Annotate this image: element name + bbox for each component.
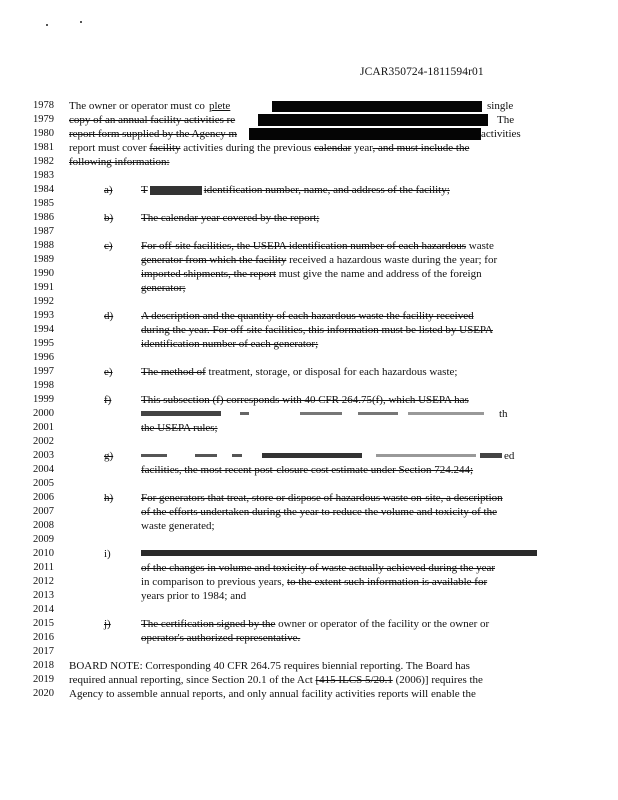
line-text: imported shipments, the report must give the name and address of the foreign <box>141 268 482 280</box>
line-number: 1978 <box>33 100 54 111</box>
line-text: years prior to 1984; and <box>141 590 247 602</box>
line-text: waste generated; <box>141 520 215 532</box>
redaction-block <box>408 412 484 415</box>
line-number: 2009 <box>33 534 54 545</box>
line-number: 1985 <box>33 198 54 209</box>
line-text: the USEPA rules; <box>141 422 218 434</box>
scan-speck <box>80 21 82 23</box>
line-number: 2018 <box>33 660 54 671</box>
line-text: copy of an annual facility activities re <box>69 114 236 126</box>
line-text: in comparison to previous years, to the extent such information is available for <box>141 576 488 588</box>
text-line <box>0 309 618 323</box>
line-number: 2016 <box>33 632 54 643</box>
list-marker: b) <box>104 212 114 224</box>
line-number: 2020 <box>33 688 54 699</box>
redaction-block <box>195 454 217 457</box>
text-line <box>0 421 618 435</box>
text-line <box>0 295 618 309</box>
line-text: The owner or operator must co plete <box>69 100 231 112</box>
line-text: For off-site facilities, the USEPA identification number of each hazardous waste <box>141 240 494 252</box>
line-text: required annual reporting, since Section 20.1 of the Act [415 ILCS 5/20.1 (2006)] requires the <box>69 674 483 686</box>
line-number: 2017 <box>33 646 54 657</box>
line-number: 1995 <box>33 338 54 349</box>
line-number: 2002 <box>33 436 54 447</box>
line-text: operator's authorized representative. <box>141 632 301 644</box>
text-line <box>0 463 618 477</box>
line-text: The method of treatment, storage, or disposal for each hazardous waste; <box>141 366 458 378</box>
line-number: 1989 <box>33 254 54 265</box>
line-number: 1992 <box>33 296 54 307</box>
line-number: 1984 <box>33 184 54 195</box>
line-text: of the changes in volume and toxicity of waste actually achieved during the year <box>141 562 496 574</box>
text-line: 1978 The owner or operator must co plete single <box>0 99 618 113</box>
line-number: 2019 <box>33 674 54 685</box>
text-line <box>0 239 618 253</box>
list-marker: c) <box>104 240 113 252</box>
text-line: 1979 copy of an annual facility activities re The <box>0 113 618 127</box>
list-marker: g) <box>104 450 114 462</box>
text-line <box>0 589 618 603</box>
line-number: 1991 <box>33 282 54 293</box>
line-text: This subsection (f) corresponds with 40 CFR 264.75(f), which USEPA has <box>141 394 469 406</box>
line-text: The calendar year covered by the report; <box>141 212 320 224</box>
line-number: 1981 <box>33 142 54 153</box>
line-number: 1980 <box>33 128 54 139</box>
text-line <box>0 379 618 393</box>
redaction-block <box>232 454 242 457</box>
list-marker: a) <box>104 184 113 196</box>
text-line <box>0 575 618 589</box>
text-line <box>0 617 618 631</box>
line-number: 2015 <box>33 618 54 629</box>
text-line <box>0 281 618 295</box>
line-number: 2005 <box>33 478 54 489</box>
line-number: 1982 <box>33 156 54 167</box>
line-text: report form supplied by the Agency m <box>69 128 238 140</box>
text-line <box>0 337 618 351</box>
redaction-block <box>249 128 481 140</box>
text-line <box>0 659 618 673</box>
line-text: report must cover facility activities during the previous calendar year, and must include the <box>69 142 470 154</box>
line-number: 1999 <box>33 394 54 405</box>
line-number: 1986 <box>33 212 54 223</box>
line-number: 1983 <box>33 170 54 181</box>
text-line <box>0 505 618 519</box>
text-line <box>0 533 618 547</box>
line-number: 2006 <box>33 492 54 503</box>
line-text: identification number of each generator; <box>141 338 319 350</box>
text-line <box>0 477 618 491</box>
redaction-block <box>376 454 476 457</box>
list-marker: h) <box>104 492 114 504</box>
line-number: 2007 <box>33 506 54 517</box>
line-number: 1988 <box>33 240 54 251</box>
text-line <box>0 491 618 505</box>
text-line <box>0 225 618 239</box>
text-line <box>0 393 618 407</box>
text-line <box>0 365 618 379</box>
redaction-block <box>141 411 221 416</box>
text-line <box>0 267 618 281</box>
list-marker: d) <box>104 310 114 322</box>
line-text: The certification signed by the owner or operator of the facility or the owner or <box>141 618 490 630</box>
line-number: 2000 <box>33 408 54 419</box>
line-number: 1996 <box>33 352 54 363</box>
text-line <box>0 561 618 575</box>
line-number: 2001 <box>33 422 54 433</box>
text-line <box>0 519 618 533</box>
text-line <box>0 645 618 659</box>
text-line <box>0 141 618 155</box>
line-text: generator; <box>141 282 186 294</box>
text-line <box>0 183 618 197</box>
line-text: of the efforts undertaken during the year to reduce the volume and toxicity of the <box>141 506 497 518</box>
text-line <box>0 351 618 365</box>
redaction-block <box>141 454 167 457</box>
line-number: 2003 <box>33 450 54 461</box>
text-line: 2000 th <box>0 407 618 421</box>
redaction-block <box>300 412 342 415</box>
redaction-block <box>141 550 537 556</box>
list-marker: i) <box>104 548 111 560</box>
line-text: facilities, the most recent post-closure cost estimate under Section 724.244; <box>141 464 474 476</box>
list-marker: f) <box>104 394 112 406</box>
document-id: JCAR350724-1811594r01 <box>360 66 484 78</box>
line-number: 1993 <box>33 310 54 321</box>
redaction-block <box>480 453 502 458</box>
line-number: 2004 <box>33 464 54 475</box>
line-number: 1987 <box>33 226 54 237</box>
list-marker: j) <box>104 618 111 630</box>
text-line <box>0 197 618 211</box>
line-text: T identification number, name, and address of the facility; <box>141 184 450 196</box>
text-line: 1980 report form supplied by the Agency m activities <box>0 127 618 141</box>
line-number: 1990 <box>33 268 54 279</box>
line-number: 2014 <box>33 604 54 615</box>
text-line <box>0 323 618 337</box>
line-text: generator from which the facility received a hazardous waste during the year; for <box>141 254 498 266</box>
redaction-block <box>262 453 362 458</box>
line-text: BOARD NOTE: Corresponding 40 CFR 264.75 requires biennial reporting. The Board has <box>69 660 470 672</box>
line-number: 2010 <box>33 548 54 559</box>
text-line <box>0 547 618 561</box>
text-line <box>0 631 618 645</box>
line-text: during the year. For off-site facilities, this information must be listed by USEPA <box>141 324 493 336</box>
text-line <box>0 169 618 183</box>
text-line <box>0 211 618 225</box>
text-line <box>0 435 618 449</box>
line-number: 2008 <box>33 520 54 531</box>
text-line <box>0 673 618 687</box>
redaction-block <box>240 412 249 415</box>
line-number: 2012 <box>33 576 54 587</box>
text-line <box>0 687 618 701</box>
line-number: 1994 <box>33 324 54 335</box>
scan-speck <box>46 24 48 26</box>
line-number: 1979 <box>33 114 54 125</box>
line-number: 1998 <box>33 380 54 391</box>
redaction-block <box>258 114 488 126</box>
line-number: 1997 <box>33 366 54 377</box>
redaction-block <box>358 412 398 415</box>
line-number: 2013 <box>33 590 54 601</box>
redaction-block <box>272 101 482 112</box>
text-line <box>0 155 618 169</box>
text-line: 2003 g) ed <box>0 449 618 463</box>
line-number: 2011 <box>33 562 54 573</box>
text-line <box>0 253 618 267</box>
list-marker: e) <box>104 366 113 378</box>
line-text: For generators that treat, store or dispose of hazardous waste on-site, a description <box>141 492 503 504</box>
line-text: A description and the quantity of each hazardous waste the facility received <box>141 310 474 322</box>
line-text: Agency to assemble annual reports, and only annual facility activities reports will enable the <box>69 688 476 700</box>
line-text: following information: <box>69 156 170 168</box>
text-line <box>0 603 618 617</box>
